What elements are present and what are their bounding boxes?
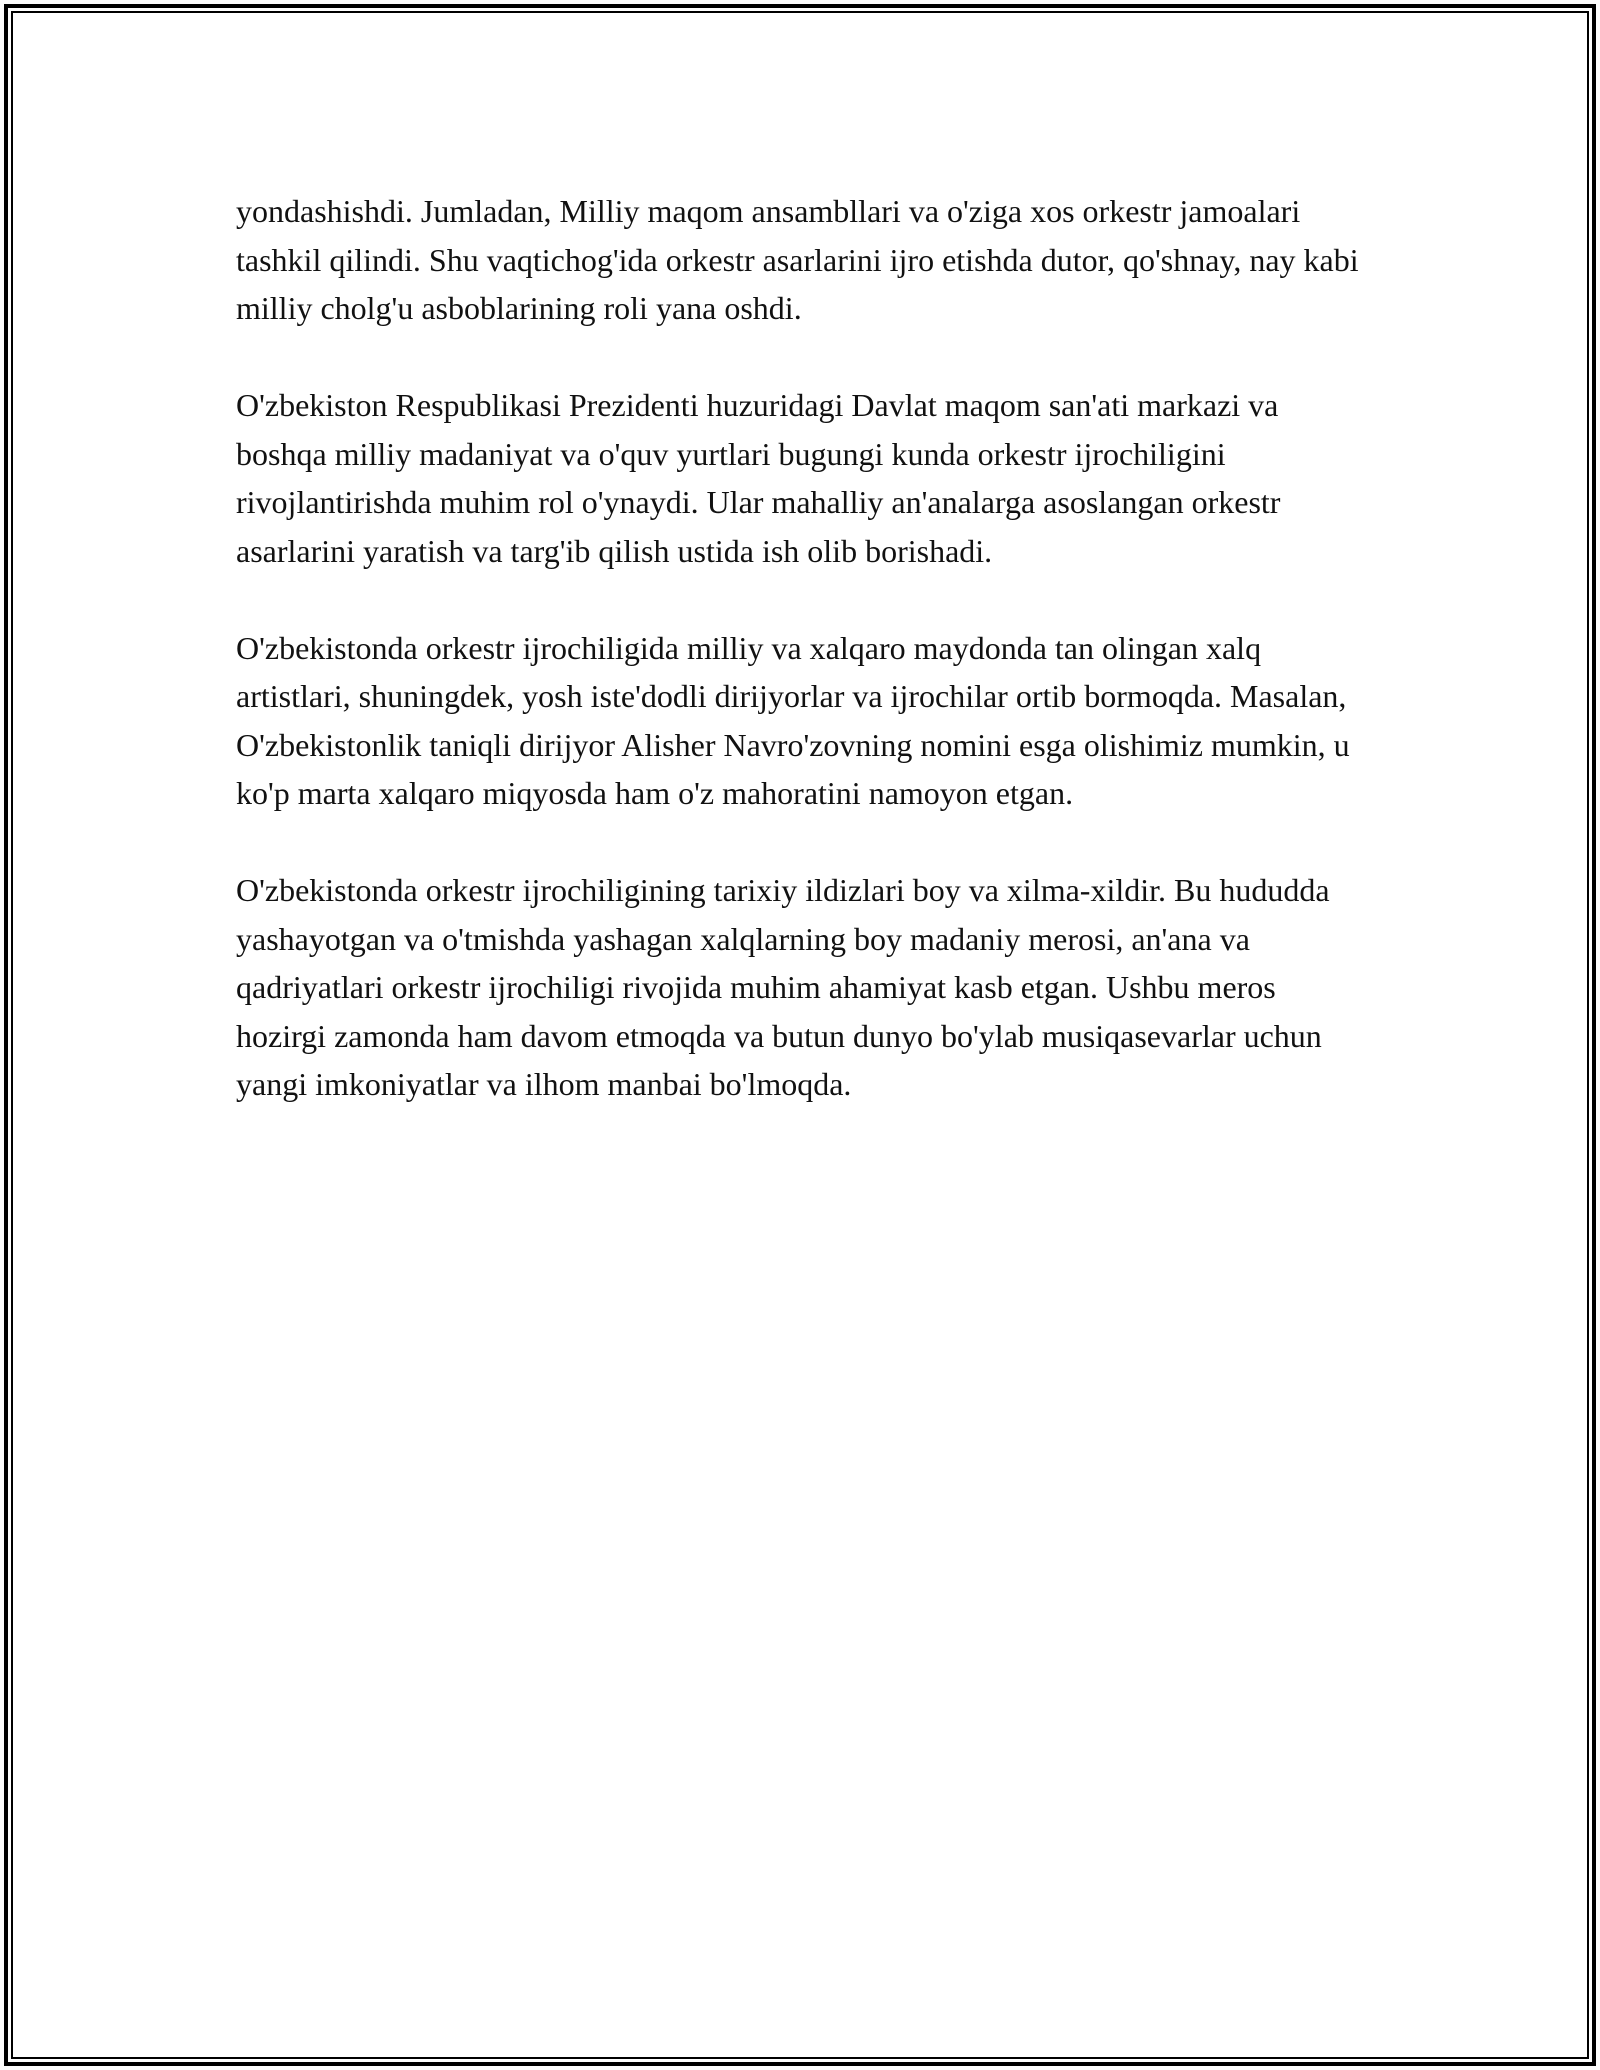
paragraph-4: O'zbekistonda orkestr ijrochiligining tarixiy ildizlari boy va xilma-xildir. Bu hududda yashayotgan va o'tmishda yashagan xalqlarning boy madaniy merosi, an'ana va qadriyatlari orkestr ijrochiligi rivojida muhim ahamiyat kasb etgan. Ushbu meros hozirgi zamonda ham davom etmoqda va butun dunyo bo'ylab musiqasevarlar uchun yangi imkoniyatlar va ilhom manbai bo'lmoqda. <box>236 872 1330 1102</box>
paragraph-1: yondashishdi. Jumladan, Milliy maqom ansambllari va o'ziga xos orkestr jamoalari tashkil qilindi. Shu vaqtichog'ida orkestr asarlarini ijro etishda dutor, qo'shnay, nay kabi milliy cholg'u asboblarining roli yana oshdi. <box>236 193 1359 326</box>
paragraph-2: O'zbekiston Respublikasi Prezidenti huzuridagi Davlat maqom san'ati markazi va boshqa milliy madaniyat va o'quv yurtlari bugungi kunda orkestr ijrochiligini rivojlantirishda muhim rol o'ynaydi. Ular mahalliy an'analarga asoslangan orkestr asarlarini yaratish va targ'ib qilish ustida ish olib borishadi. <box>236 387 1281 569</box>
paragraph-3: O'zbekistonda orkestr ijrochiligida milliy va xalqaro maydonda tan olingan xalq artistlari, shuningdek, yosh iste'dodli dirijyorlar va ijrochilar ortib bormoqda. Masalan, O'zbekistonlik taniqli dirijyor Alisher Navro'zovning nomini esga olishimiz mumkin, u ko'p marta xalqaro miqyosda ham o'z mahoratini namoyon etgan. <box>236 629 1350 811</box>
document-body <box>236 187 1366 1157</box>
